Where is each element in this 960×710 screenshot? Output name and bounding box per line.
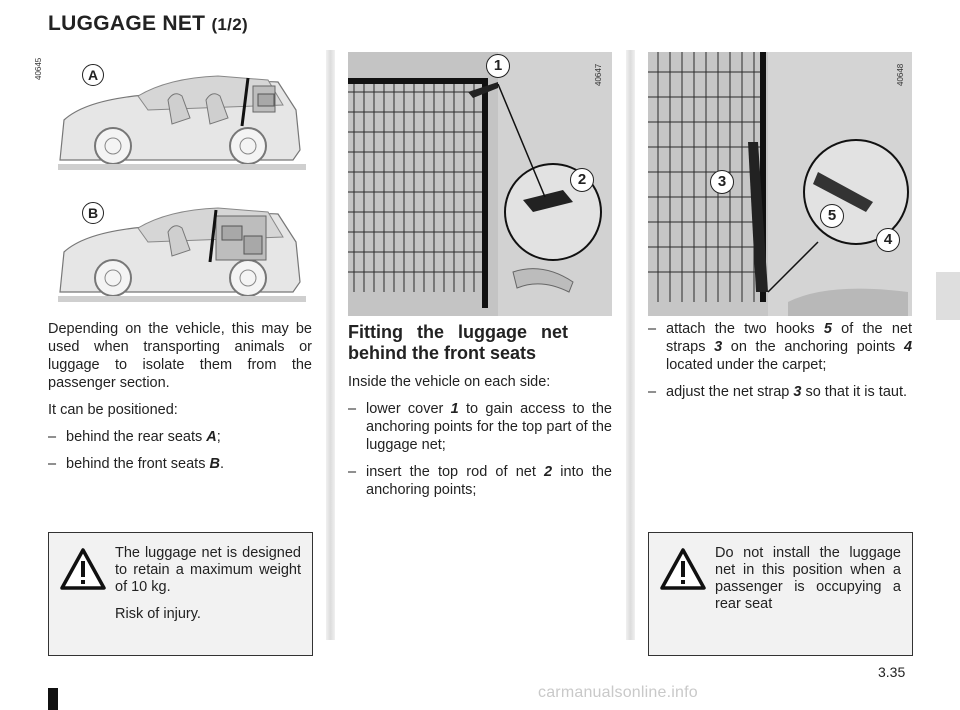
list-item: – behind the rear seats A; bbox=[48, 429, 221, 445]
footer-bar bbox=[48, 688, 58, 710]
warning-triangle-icon bbox=[659, 547, 707, 591]
warning-box-passenger bbox=[648, 532, 913, 656]
callout-4: 4 bbox=[876, 228, 900, 252]
figure-ref-number: 40648 bbox=[896, 63, 905, 86]
figure-ref-number: 40645 bbox=[34, 57, 43, 80]
warning-text: Do not install the luggage net in this position when a passenger is occupying a rear seat bbox=[715, 545, 901, 612]
column-3-text bbox=[648, 320, 912, 410]
callout-3: 3 bbox=[710, 170, 734, 194]
list-item: – insert the top rod of net 2 into the anchoring points; bbox=[348, 464, 612, 498]
warning-text: The luggage net is designed to retain a maximum weight of 10 kg. Risk of injury. bbox=[115, 545, 301, 622]
list-item: – behind the front seats B. bbox=[48, 456, 225, 472]
watermark: carmanualsonline.info bbox=[538, 684, 698, 701]
column-2-text bbox=[348, 322, 612, 508]
figure-ref-number: 40647 bbox=[594, 63, 603, 86]
intro-paragraph: Depending on the vehicle, this may be used when transporting animals or luggage to isolate them from the passenger section. bbox=[48, 321, 312, 391]
car-a-illustration bbox=[58, 76, 306, 170]
list-item: – lower cover 1 to gain access to the anchoring points for the top part of the luggage net; bbox=[348, 401, 612, 453]
page-number: 3.35 bbox=[878, 664, 906, 680]
label-b-badge: B bbox=[82, 202, 104, 224]
positioned-paragraph: It can be positioned: bbox=[48, 402, 178, 418]
label-a-badge: A bbox=[82, 64, 104, 86]
list-item: – adjust the net strap 3 so that it is taut. bbox=[648, 384, 908, 400]
figure-net-straps bbox=[648, 52, 912, 316]
intro-paragraph: Inside the vehicle on each side: bbox=[348, 374, 551, 390]
figure-vehicle-positions bbox=[34, 50, 312, 308]
title-main: LUGGAGE NET bbox=[48, 12, 206, 35]
net-straps-photo bbox=[648, 52, 912, 316]
chapter-tab bbox=[936, 272, 960, 320]
figure-net-top-rod bbox=[348, 52, 612, 316]
column-1-text bbox=[48, 320, 312, 482]
warning-box-weight bbox=[48, 532, 313, 656]
column-divider-2 bbox=[626, 50, 635, 640]
callout-5: 5 bbox=[820, 204, 844, 228]
list-item: – attach the two hooks 5 of the net straps 3 on the anchoring points 4 located under the carpet; bbox=[648, 321, 913, 373]
title-part: (1/2) bbox=[211, 15, 248, 34]
column-divider-1 bbox=[326, 50, 335, 640]
section-heading: Fitting the luggage net behind the front seats bbox=[348, 322, 568, 363]
page-title bbox=[48, 12, 248, 36]
car-diagram bbox=[48, 50, 312, 308]
warning-triangle-icon bbox=[59, 547, 107, 591]
callout-1: 1 bbox=[486, 54, 510, 78]
callout-2: 2 bbox=[570, 168, 594, 192]
